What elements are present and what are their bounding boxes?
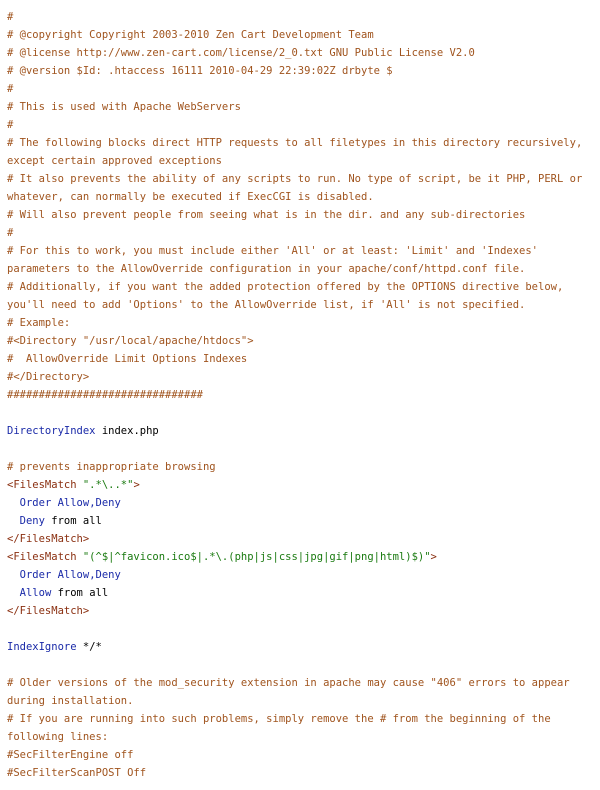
mod-security-comment: # If you are running into such problems, simply remove the # from the beginning of the following lines: [7, 713, 557, 743]
files-match-open-1 [7, 476, 593, 494]
comment-line: # [7, 83, 14, 95]
comment-line: #</Directory> [7, 371, 90, 383]
directory-index-directive: DirectoryIndex [7, 425, 96, 437]
files-match-open-2 [7, 548, 593, 566]
license-comment: # @license http://www.zen-cart.com/license/2_0.txt GNU Public License V2.0 [7, 47, 475, 59]
comment-line: # AllowOverride Limit Options Indexes [7, 353, 248, 365]
allow-directive: Allow [7, 587, 58, 599]
files-match-tag: <FilesMatch [7, 479, 83, 491]
comment-line: # It also prevents the ability of any scripts to run. No type of script, be it PHP, PERL or whatever, can normally be executed if ExecCGI is disabled. [7, 173, 589, 203]
allow-value: from all [57, 587, 109, 599]
deny-line [7, 512, 593, 530]
blank-line [7, 656, 593, 674]
comment-line: # Will also prevent people from seeing what is in the dir. and any sub-directories [7, 209, 526, 221]
index-ignore-value: */* [76, 641, 102, 653]
comment-line: #<Directory "/usr/local/apache/htdocs"> [7, 335, 254, 347]
blank-line [7, 440, 593, 458]
comment-line: # This is used with Apache WebServers [7, 101, 241, 113]
order-value: Allow,Deny [57, 569, 121, 581]
mod-security-comment: # Older versions of the mod_security extension in apache may cause "406" errors to appear during installation. [7, 677, 576, 707]
browse-comment: # prevents inappropriate browsing [7, 461, 216, 473]
deny-directive: Deny [7, 515, 52, 527]
order-line-2 [7, 566, 593, 584]
directory-index-value: index.php [95, 425, 159, 437]
blank-line [7, 404, 593, 422]
files-match-pattern: "(^$|^favicon.ico$|.*\.(php|js|css|jpg|gif|png|html)$)" [82, 551, 431, 563]
comment-line: # [7, 227, 14, 239]
comment-line: # Additionally, if you want the added protection offered by the OPTIONS directive below, you'll need to add 'Options' to the AllowOverride list, if 'All' is not specified. [7, 281, 570, 311]
order-value: Allow,Deny [57, 497, 121, 509]
files-match-close-1: </FilesMatch> [7, 533, 90, 545]
comment-line: # Example: [7, 317, 71, 329]
comment-line: # [7, 119, 14, 131]
files-match-tag: <FilesMatch [7, 551, 83, 563]
files-match-pattern: ".*\..*" [82, 479, 134, 491]
comment-line: # [7, 11, 14, 23]
deny-value: from all [51, 515, 102, 527]
directory-index-line [7, 422, 593, 440]
comment-line: # The following blocks direct HTTP requests to all filetypes in this directory recursively, except certain approved exceptions [7, 137, 589, 167]
order-directive: Order [7, 569, 58, 581]
files-match-close-2: </FilesMatch> [7, 605, 90, 617]
blank-line [7, 620, 593, 638]
files-match-bracket: > [430, 551, 437, 563]
files-match-bracket: > [133, 479, 140, 491]
copyright-comment: # @copyright Copyright 2003-2010 Zen Cart Development Team [7, 29, 374, 41]
index-ignore-directive: IndexIgnore [7, 641, 77, 653]
allow-line [7, 584, 593, 602]
comment-line: # For this to work, you must include either 'All' or at least: 'Limit' and 'Indexes' parameters to the AllowOverride configuration in your apache/conf/httpd.conf file. [7, 245, 545, 275]
order-line-1 [7, 494, 593, 512]
version-comment: # @version $Id: .htaccess 16111 2010-04-29 22:39:02Z drbyte $ [7, 65, 393, 77]
sec-filter-scan-post-line: #SecFilterScanPOST Off [7, 767, 147, 779]
index-ignore-line [7, 638, 593, 656]
comment-separator: ############################### [7, 389, 203, 401]
order-directive: Order [7, 497, 58, 509]
sec-filter-engine-line: #SecFilterEngine off [7, 749, 134, 761]
